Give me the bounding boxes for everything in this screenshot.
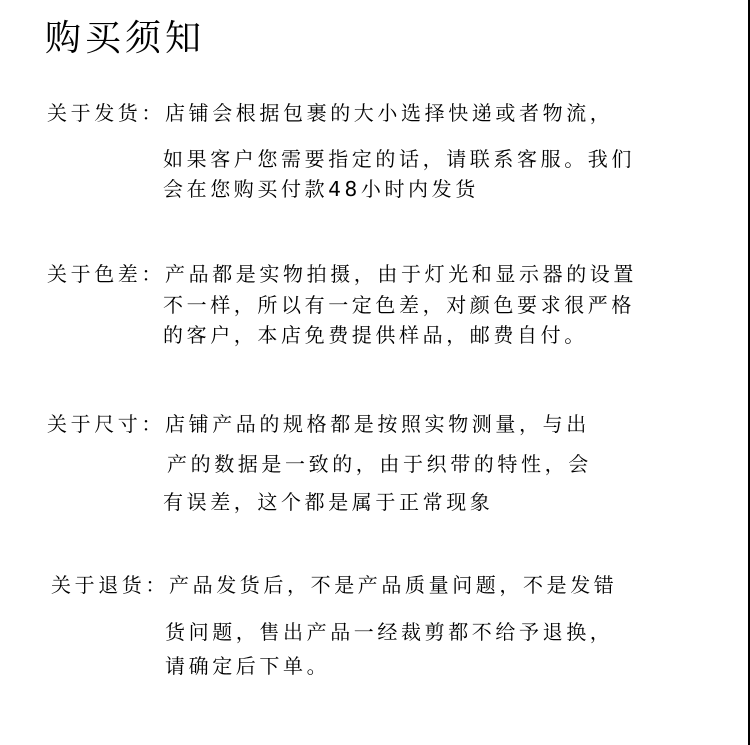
section-line	[47, 410, 590, 438]
section-text: 不一样，所以有一定色差，对颜色要求很严格	[163, 293, 635, 317]
section-text: 会在您购买付款48小时内发货	[163, 177, 479, 201]
section-line	[47, 99, 613, 127]
section-line	[51, 571, 617, 599]
section-text: 有误差，这个都是属于正常现象	[163, 490, 494, 514]
section-text: 请确定后下单。	[165, 654, 331, 678]
section-line	[47, 260, 637, 288]
section-text: 产品都是实物拍摄，由于灯光和显示器的设置	[165, 262, 637, 286]
section-label: 关于发货：	[47, 101, 165, 125]
section-label: 关于尺寸：	[47, 412, 165, 436]
section-label: 关于退货：	[51, 573, 169, 597]
section-label: 关于色差：	[47, 262, 165, 286]
section-text: 店铺会根据包裹的大小选择快递或者物流，	[165, 101, 614, 125]
page-title: 购买须知	[45, 18, 206, 59]
section-text: 的客户，本店免费提供样品，邮费自付。	[163, 323, 588, 347]
section-text: 货问题，售出产品一经裁剪都不给予退换，	[165, 620, 614, 644]
section-text: 店铺产品的规格都是按照实物测量，与出	[165, 412, 590, 436]
section-text: 产品发货后，不是产品质量问题，不是发错	[169, 573, 618, 597]
section-text: 如果客户您需要指定的话，请联系客服。我们	[163, 147, 635, 171]
section-text: 产的数据是一致的，由于织带的特性，会	[167, 452, 592, 476]
